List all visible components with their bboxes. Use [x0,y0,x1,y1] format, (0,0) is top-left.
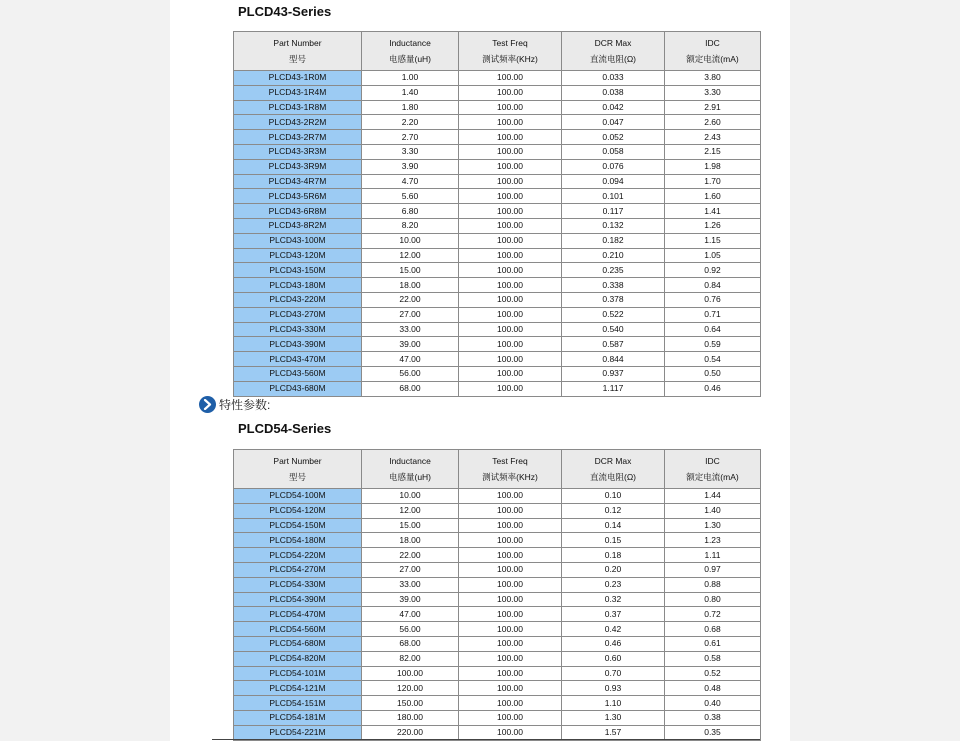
part-number-cell: PLCD43-120M [234,248,362,263]
idc-cell: 0.97 [665,562,761,577]
dcr-cell: 0.042 [562,100,665,115]
part-number-cell: PLCD54-560M [234,622,362,637]
inductance-cell: 47.00 [362,352,459,367]
test-freq-cell: 100.00 [459,503,562,518]
idc-cell: 1.30 [665,518,761,533]
table-row [234,292,761,307]
table-row [234,115,761,130]
header-idc: IDC 额定电流(mA) [665,450,761,489]
table-row [234,562,761,577]
idc-cell: 2.91 [665,100,761,115]
table-row [234,622,761,637]
dcr-cell: 0.378 [562,292,665,307]
dcr-cell: 0.076 [562,159,665,174]
test-freq-cell: 100.00 [459,622,562,637]
section-label [199,395,270,413]
part-number-cell: PLCD43-390M [234,337,362,352]
idc-cell: 0.71 [665,307,761,322]
part-number-cell: PLCD43-470M [234,352,362,367]
inductance-cell: 18.00 [362,278,459,293]
part-number-cell: PLCD43-560M [234,366,362,381]
part-number-cell: PLCD43-680M [234,381,362,396]
idc-cell: 1.44 [665,489,761,504]
inductance-cell: 10.00 [362,489,459,504]
table-row [234,533,761,548]
test-freq-cell: 100.00 [459,174,562,189]
inductance-cell: 1.40 [362,85,459,100]
part-number-cell: PLCD54-181M [234,710,362,725]
table-row [234,337,761,352]
table-row [234,577,761,592]
idc-cell: 1.23 [665,533,761,548]
dcr-cell: 0.37 [562,607,665,622]
idc-cell: 0.52 [665,666,761,681]
inductance-cell: 12.00 [362,248,459,263]
test-freq-cell: 100.00 [459,489,562,504]
inductance-cell: 4.70 [362,174,459,189]
part-number-cell: PLCD54-270M [234,562,362,577]
table-row [234,636,761,651]
part-number-cell: PLCD43-1R4M [234,85,362,100]
idc-cell: 0.92 [665,263,761,278]
dcr-cell: 0.182 [562,233,665,248]
table-row [234,681,761,696]
test-freq-cell: 100.00 [459,233,562,248]
dcr-cell: 0.522 [562,307,665,322]
test-freq-cell: 100.00 [459,696,562,711]
table-row [234,489,761,504]
inductance-cell: 2.20 [362,115,459,130]
table-header-row [234,32,761,71]
table-row [234,352,761,367]
test-freq-cell: 100.00 [459,204,562,219]
idc-cell: 1.60 [665,189,761,204]
part-number-cell: PLCD43-1R0M [234,71,362,86]
idc-cell: 0.38 [665,710,761,725]
test-freq-cell: 100.00 [459,292,562,307]
idc-cell: 0.64 [665,322,761,337]
table-row [234,366,761,381]
table-row [234,518,761,533]
inductance-cell: 33.00 [362,577,459,592]
test-freq-cell: 100.00 [459,218,562,233]
part-number-cell: PLCD43-100M [234,233,362,248]
part-number-cell: PLCD54-180M [234,533,362,548]
dcr-cell: 0.12 [562,503,665,518]
dcr-cell: 1.117 [562,381,665,396]
idc-cell: 0.40 [665,696,761,711]
dcr-cell: 0.60 [562,651,665,666]
part-number-cell: PLCD54-120M [234,503,362,518]
chevron-right-icon [199,396,216,413]
dcr-cell: 0.46 [562,636,665,651]
dcr-cell: 0.18 [562,548,665,563]
header-test-freq: Test Freq 测试频率(KHz) [459,32,562,71]
part-number-cell: PLCD54-220M [234,548,362,563]
idc-cell: 1.70 [665,174,761,189]
idc-cell: 0.35 [665,725,761,740]
bottom-divider [212,739,760,740]
part-number-cell: PLCD43-3R3M [234,144,362,159]
inductance-cell: 56.00 [362,366,459,381]
inductance-cell: 22.00 [362,548,459,563]
test-freq-cell: 100.00 [459,130,562,145]
idc-cell: 3.30 [665,85,761,100]
idc-cell: 3.80 [665,71,761,86]
part-number-cell: PLCD54-121M [234,681,362,696]
test-freq-cell: 100.00 [459,307,562,322]
test-freq-cell: 100.00 [459,278,562,293]
inductance-cell: 3.30 [362,144,459,159]
test-freq-cell: 100.00 [459,710,562,725]
test-freq-cell: 100.00 [459,577,562,592]
table-row [234,548,761,563]
inductance-cell: 5.60 [362,189,459,204]
inductance-cell: 15.00 [362,518,459,533]
spec-table-plcd43 [233,31,761,397]
test-freq-cell: 100.00 [459,115,562,130]
table-row [234,159,761,174]
table-row [234,710,761,725]
table-row [234,725,761,740]
test-freq-cell: 100.00 [459,636,562,651]
part-number-cell: PLCD43-5R6M [234,189,362,204]
idc-cell: 0.68 [665,622,761,637]
inductance-cell: 150.00 [362,696,459,711]
idc-cell: 1.11 [665,548,761,563]
inductance-cell: 22.00 [362,292,459,307]
inductance-cell: 3.90 [362,159,459,174]
dcr-cell: 0.10 [562,489,665,504]
idc-cell: 0.61 [665,636,761,651]
section-label-text: 特性参数: [219,397,271,412]
inductance-cell: 180.00 [362,710,459,725]
dcr-cell: 0.033 [562,71,665,86]
test-freq-cell: 100.00 [459,337,562,352]
idc-cell: 0.76 [665,292,761,307]
part-number-cell: PLCD54-680M [234,636,362,651]
inductance-cell: 82.00 [362,651,459,666]
inductance-cell: 220.00 [362,725,459,740]
idc-cell: 2.15 [665,144,761,159]
dcr-cell: 0.117 [562,204,665,219]
table-header-row [234,450,761,489]
inductance-cell: 39.00 [362,337,459,352]
part-number-cell: PLCD43-2R2M [234,115,362,130]
dcr-cell: 0.20 [562,562,665,577]
inductance-cell: 1.80 [362,100,459,115]
idc-cell: 1.26 [665,218,761,233]
part-number-cell: PLCD54-151M [234,696,362,711]
header-dcr-max: DCR Max 直流电阻(Ω) [562,450,665,489]
dcr-cell: 0.32 [562,592,665,607]
test-freq-cell: 100.00 [459,651,562,666]
dcr-cell: 0.937 [562,366,665,381]
inductance-cell: 10.00 [362,233,459,248]
table-body [234,489,761,741]
table-row [234,263,761,278]
idc-cell: 1.41 [665,204,761,219]
dcr-cell: 0.132 [562,218,665,233]
series-title-plcd54: PLCD54-Series [238,421,332,436]
dcr-cell: 0.14 [562,518,665,533]
dcr-cell: 0.210 [562,248,665,263]
dcr-cell: 0.587 [562,337,665,352]
spec-table-plcd54 [233,449,761,741]
table-row [234,174,761,189]
test-freq-cell: 100.00 [459,381,562,396]
idc-cell: 1.15 [665,233,761,248]
part-number-cell: PLCD43-330M [234,322,362,337]
header-dcr-max: DCR Max 直流电阻(Ω) [562,32,665,71]
inductance-cell: 68.00 [362,636,459,651]
dcr-cell: 0.15 [562,533,665,548]
table-row [234,607,761,622]
table-row [234,503,761,518]
inductance-cell: 8.20 [362,218,459,233]
test-freq-cell: 100.00 [459,548,562,563]
idc-cell: 0.46 [665,381,761,396]
table-row [234,248,761,263]
idc-cell: 1.05 [665,248,761,263]
test-freq-cell: 100.00 [459,533,562,548]
test-freq-cell: 100.00 [459,71,562,86]
dcr-cell: 0.058 [562,144,665,159]
inductance-cell: 56.00 [362,622,459,637]
table-row [234,71,761,86]
header-inductance: Inductance 电感量(uH) [362,32,459,71]
table-row [234,592,761,607]
test-freq-cell: 100.00 [459,366,562,381]
inductance-cell: 27.00 [362,562,459,577]
header-inductance: Inductance 电感量(uH) [362,450,459,489]
header-part-number: Part Number 型号 [234,32,362,71]
dcr-cell: 0.338 [562,278,665,293]
idc-cell: 0.80 [665,592,761,607]
test-freq-cell: 100.00 [459,518,562,533]
inductance-cell: 100.00 [362,666,459,681]
dcr-cell: 0.42 [562,622,665,637]
idc-cell: 0.72 [665,607,761,622]
test-freq-cell: 100.00 [459,85,562,100]
table-row [234,278,761,293]
dcr-cell: 0.844 [562,352,665,367]
table-row [234,696,761,711]
dcr-cell: 0.038 [562,85,665,100]
header-idc: IDC 额定电流(mA) [665,32,761,71]
inductance-cell: 15.00 [362,263,459,278]
inductance-cell: 18.00 [362,533,459,548]
dcr-cell: 0.540 [562,322,665,337]
table-row [234,307,761,322]
dcr-cell: 1.57 [562,725,665,740]
header-part-number: Part Number 型号 [234,450,362,489]
table-row [234,130,761,145]
dcr-cell: 1.30 [562,710,665,725]
idc-cell: 0.88 [665,577,761,592]
idc-cell: 0.84 [665,278,761,293]
idc-cell: 0.58 [665,651,761,666]
test-freq-cell: 100.00 [459,159,562,174]
dcr-cell: 0.23 [562,577,665,592]
inductance-cell: 68.00 [362,381,459,396]
test-freq-cell: 100.00 [459,681,562,696]
dcr-cell: 0.93 [562,681,665,696]
test-freq-cell: 100.00 [459,592,562,607]
idc-cell: 1.98 [665,159,761,174]
test-freq-cell: 100.00 [459,100,562,115]
part-number-cell: PLCD43-4R7M [234,174,362,189]
part-number-cell: PLCD54-150M [234,518,362,533]
test-freq-cell: 100.00 [459,725,562,740]
test-freq-cell: 100.00 [459,144,562,159]
part-number-cell: PLCD43-6R8M [234,204,362,219]
table-row [234,651,761,666]
part-number-cell: PLCD54-101M [234,666,362,681]
table-row [234,666,761,681]
part-number-cell: PLCD54-100M [234,489,362,504]
inductance-cell: 39.00 [362,592,459,607]
table-row [234,381,761,396]
dcr-cell: 1.10 [562,696,665,711]
series-title-plcd43: PLCD43-Series [238,4,332,19]
idc-cell: 0.54 [665,352,761,367]
table-row [234,218,761,233]
inductance-cell: 1.00 [362,71,459,86]
dcr-cell: 0.047 [562,115,665,130]
table-row [234,100,761,115]
part-number-cell: PLCD43-220M [234,292,362,307]
part-number-cell: PLCD54-820M [234,651,362,666]
inductance-cell: 12.00 [362,503,459,518]
test-freq-cell: 100.00 [459,322,562,337]
idc-cell: 2.60 [665,115,761,130]
part-number-cell: PLCD43-1R8M [234,100,362,115]
dcr-cell: 0.101 [562,189,665,204]
idc-cell: 2.43 [665,130,761,145]
dcr-cell: 0.70 [562,666,665,681]
inductance-cell: 120.00 [362,681,459,696]
test-freq-cell: 100.00 [459,189,562,204]
header-test-freq: Test Freq 测试频率(KHz) [459,450,562,489]
table-row [234,322,761,337]
part-number-cell: PLCD54-330M [234,577,362,592]
test-freq-cell: 100.00 [459,607,562,622]
part-number-cell: PLCD43-150M [234,263,362,278]
inductance-cell: 6.80 [362,204,459,219]
dcr-cell: 0.052 [562,130,665,145]
part-number-cell: PLCD43-3R9M [234,159,362,174]
inductance-cell: 47.00 [362,607,459,622]
part-number-cell: PLCD43-2R7M [234,130,362,145]
part-number-cell: PLCD54-221M [234,725,362,740]
part-number-cell: PLCD43-8R2M [234,218,362,233]
test-freq-cell: 100.00 [459,562,562,577]
inductance-cell: 27.00 [362,307,459,322]
test-freq-cell: 100.00 [459,352,562,367]
part-number-cell: PLCD43-180M [234,278,362,293]
idc-cell: 0.48 [665,681,761,696]
idc-cell: 0.59 [665,337,761,352]
table-row [234,85,761,100]
inductance-cell: 2.70 [362,130,459,145]
table-body [234,71,761,397]
table-row [234,204,761,219]
dcr-cell: 0.235 [562,263,665,278]
part-number-cell: PLCD43-270M [234,307,362,322]
test-freq-cell: 100.00 [459,248,562,263]
table-row [234,144,761,159]
table-row [234,189,761,204]
table-row [234,233,761,248]
test-freq-cell: 100.00 [459,263,562,278]
part-number-cell: PLCD54-470M [234,607,362,622]
test-freq-cell: 100.00 [459,666,562,681]
idc-cell: 1.40 [665,503,761,518]
dcr-cell: 0.094 [562,174,665,189]
part-number-cell: PLCD54-390M [234,592,362,607]
inductance-cell: 33.00 [362,322,459,337]
idc-cell: 0.50 [665,366,761,381]
